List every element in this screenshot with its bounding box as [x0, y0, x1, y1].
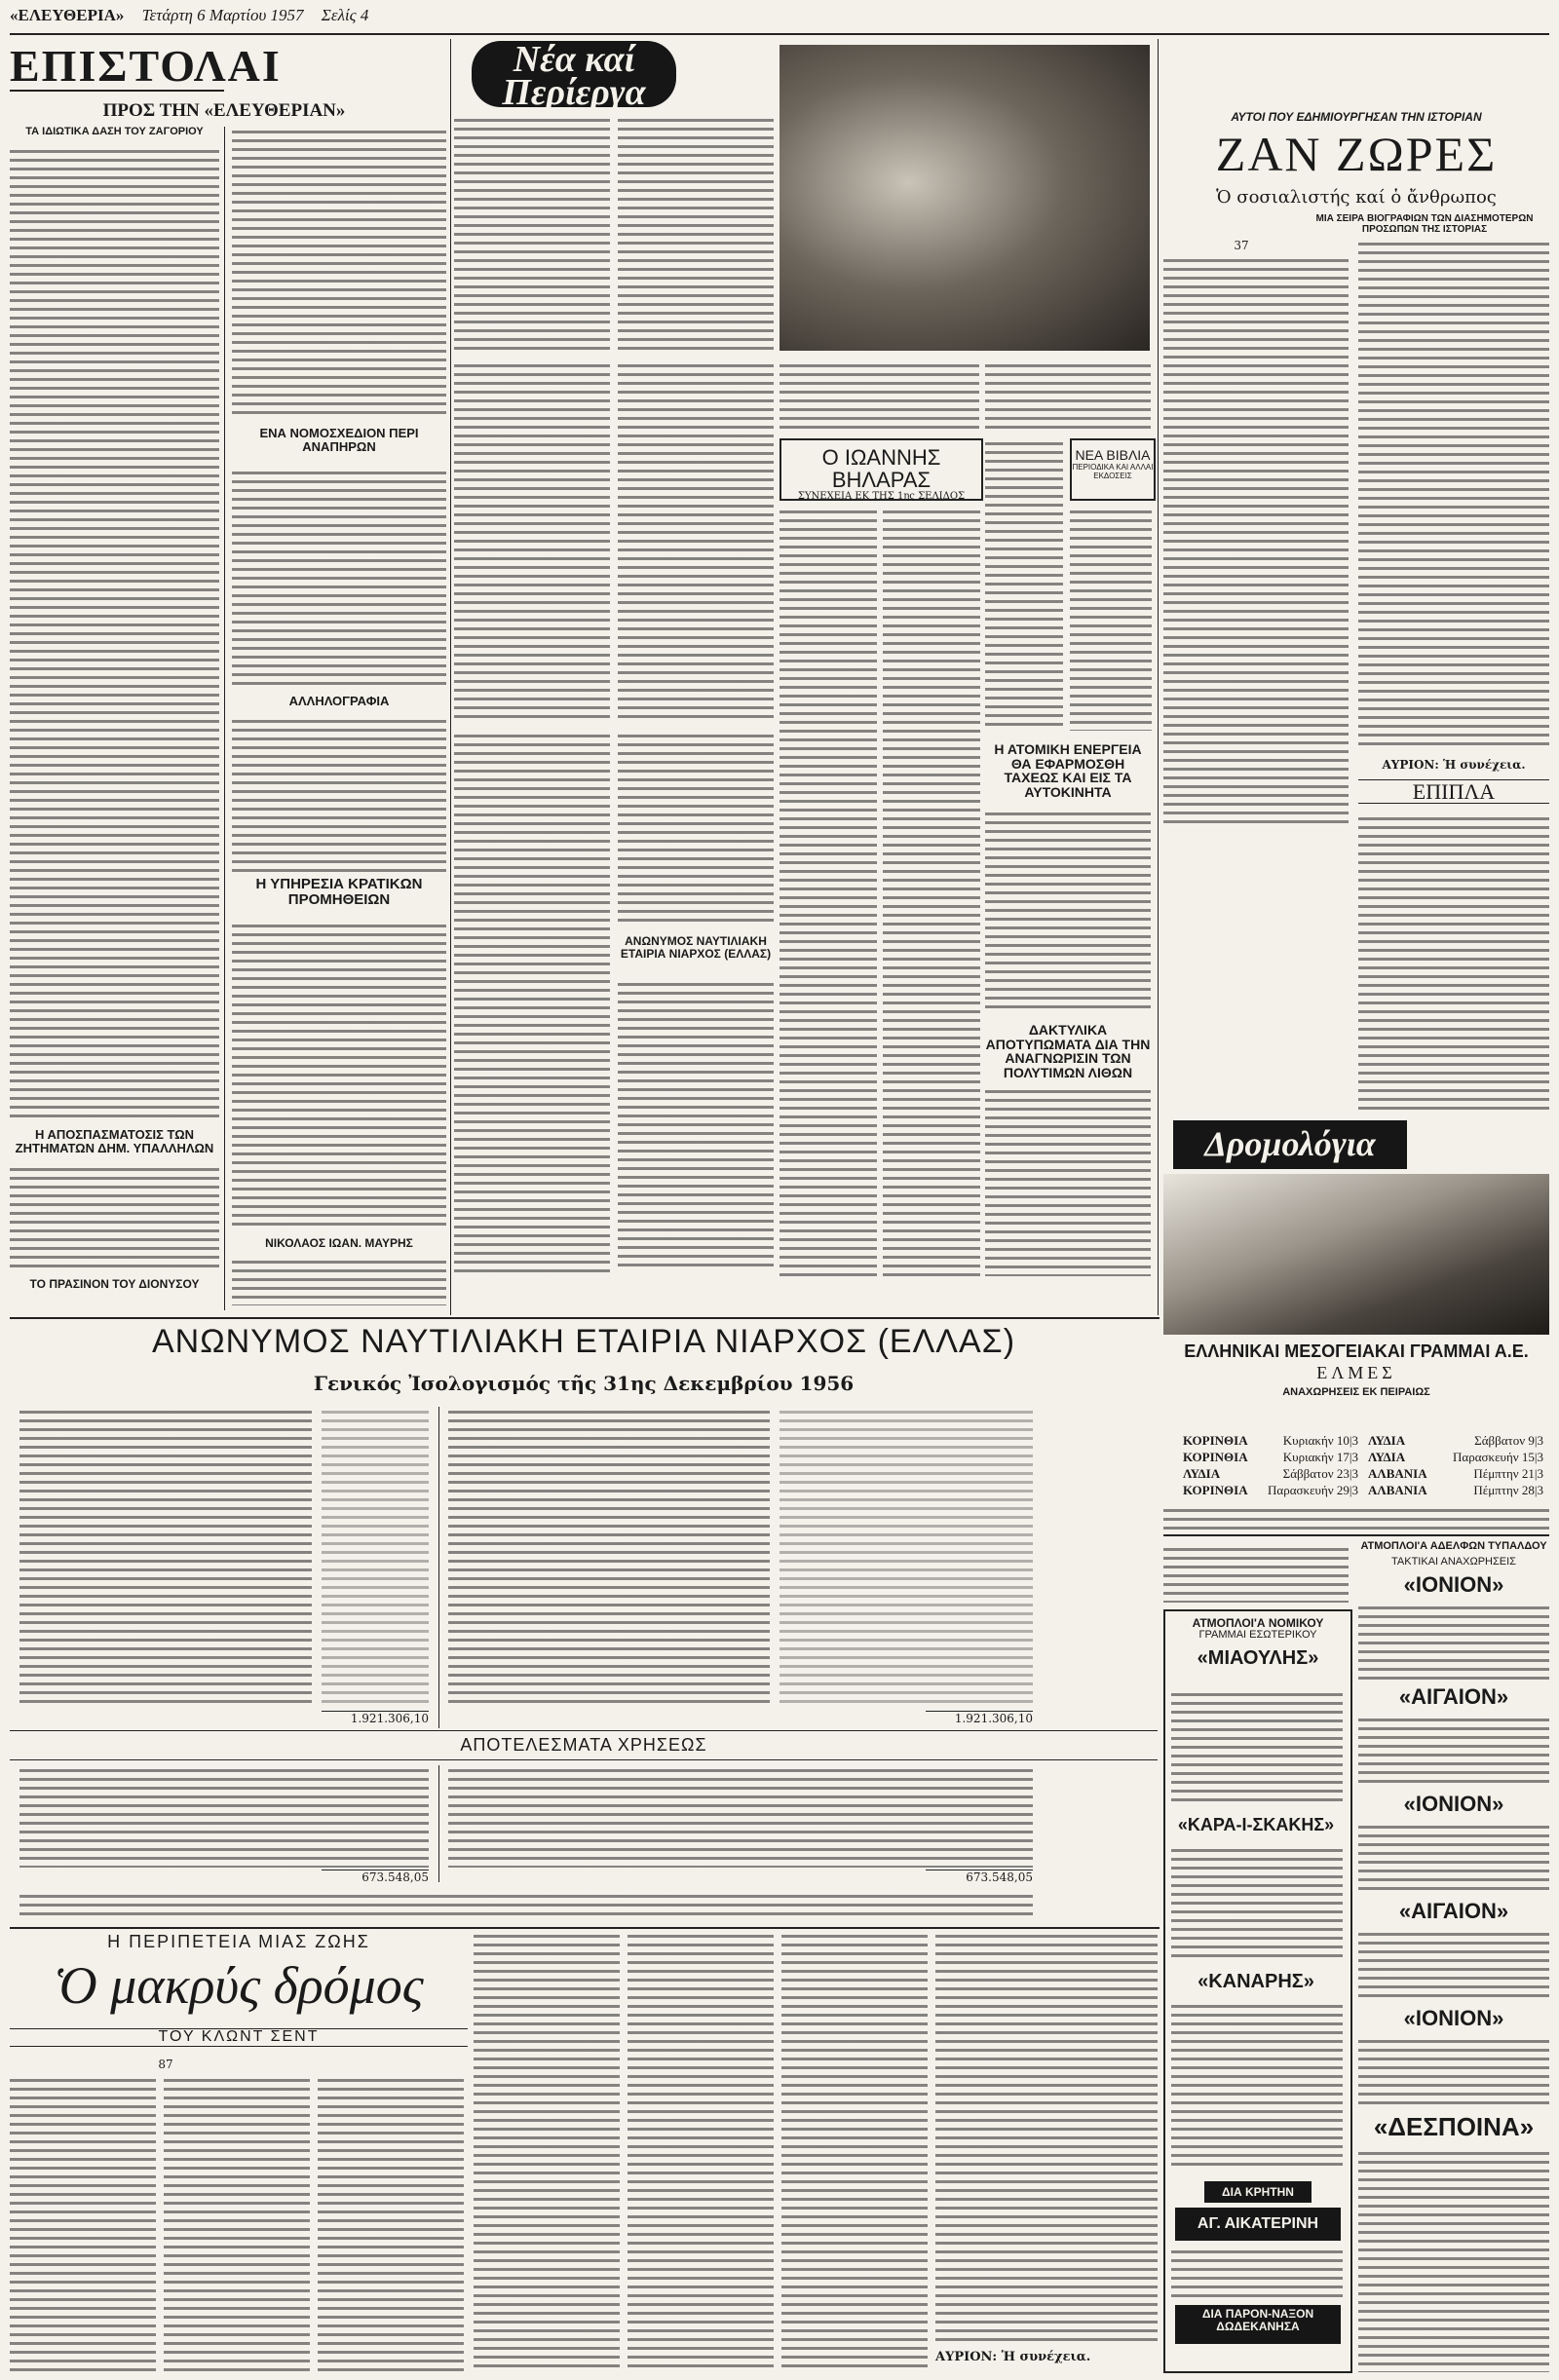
feature-col-4 [618, 360, 774, 721]
results-title: ΑΠΟΤΕΛΕΣΜΑΤΑ ΧΡΗΣΕΩΣ [460, 1735, 707, 1755]
results-left [19, 1765, 429, 1868]
jaures-continued: ΑΥΡΙΟΝ: Ἡ συνέχεια. [1382, 758, 1526, 772]
route-row: ΚΟΡΙΝΘΙΑ Κυριακήν 17|3 [1183, 1450, 1358, 1464]
feature-photo [780, 45, 1150, 351]
center-col-b [618, 731, 774, 926]
paros-banner: ΔΙΑ ΠΑΡΟΝ-ΝΑΞΟΝ ΔΩΔΕΚΑΝΗΣΑ [1175, 2305, 1341, 2344]
hml-title: ΕΛΛΗΝΙΚΑΙ ΜΕΣΟΓΕΙΑΚΑΙ ΓΡΑΜΜΑΙ Α.Ε. [1184, 1341, 1529, 1361]
ship-ionion-2: «ΙΟΝΙΟΝ» [1403, 1792, 1504, 1816]
ship-text-1 [1358, 1603, 1549, 1681]
ship-photo [1163, 1174, 1549, 1335]
feature-title: Νέα καί Περίεργα [472, 41, 676, 107]
jaures-installment: 37 [1234, 239, 1249, 252]
balance-title: ΑΝΩΝΥΜΟΣ ΝΑΥΤΙΛΙΑΚΗ ΕΤΑΙΡΙΑ ΝΙΑΡΧΟΣ (ΕΛΛΑΣ) [151, 1323, 1016, 1360]
classifieds-col [1358, 813, 1549, 1115]
liabilities-col [448, 1407, 770, 1709]
photo-caption [780, 360, 979, 429]
fingerprints-headline: ΔΑΚΤΥΛΙΚΑ ΑΠΟΤΥΠΩΜΑΤΑ ΔΙΑ ΤΗΝ ΑΝΑΓΝΩΡΙΣΙΝ ΤΩΝ ΠΟΛΥΤΙΜΩΝ ΛΙΘΩΝ [985, 1022, 1151, 1081]
route-row: ΚΟΡΙΝΘΙΑ Κυριακήν 10|3 [1183, 1433, 1358, 1448]
letters-col-2 [232, 127, 446, 1310]
page-number: Σελίς 4 [321, 6, 369, 24]
jaures-kicker: ΑΥΤΟΙ ΠΟΥ ΕΔΗΜΙΟΥΡΓΗΣΑΝ ΤΗΝ ΙΣΤΟΡΙΑΝ [1231, 110, 1482, 124]
results-total-left: 673.548,05 [322, 1870, 429, 1884]
serial-col-6 [781, 1931, 928, 2372]
ship-kanaris: «ΚΑΝΑΡΗΣ» [1198, 1971, 1314, 1992]
letters-section [10, 39, 448, 1315]
assets-col [19, 1407, 312, 1709]
nomikos-box [1163, 1609, 1352, 2373]
jaures-col-2 [1358, 239, 1549, 750]
dromologia-banner: Δρομολόγια [1173, 1120, 1407, 1169]
atomic-headline: Η ΑΤΟΜΙΚΗ ΕΝΕΡΓΕΙΑ ΘΑ ΕΦΑΡΜΟΣΘΗ ΤΑΧΕΩΣ ΚΑΙ ΕΙΣ ΤΑ ΑΥΤΟΚΙΝΗΤΑ [994, 741, 1142, 801]
serial-section [10, 1931, 1158, 2379]
serial-col-7 [935, 1931, 1158, 2345]
feature-col-2 [618, 115, 774, 354]
article-dionysos-headline: ΤΟ ΠΡΑΣΙΝΟΝ ΤΟΥ ΔΙΟΝΥΣΟΥ [10, 1278, 219, 1291]
right-section [1163, 39, 1549, 2377]
ship-text-6 [1358, 2148, 1549, 2372]
ship-text-2 [1358, 1715, 1549, 1788]
route-row: ΑΛΒΑΝΙΑ Πέμπτην 21|3 [1368, 1466, 1543, 1481]
route-row: ΛΥΔΙΑ Παρασκευήν 15|3 [1368, 1450, 1543, 1464]
balance-signatures [19, 1891, 1033, 1920]
nomikos-title: ΑΤΜΟΠΛΟΙ'Α ΝΟΜΙΚΟΥ [1192, 1616, 1324, 1630]
letters-col-1 [10, 127, 219, 1310]
assets-values [322, 1407, 429, 1709]
ekaterini-banner: ΑΓ. ΑΙΚΑΤΕΡΙΝΗ [1175, 2208, 1341, 2241]
jaures-col-1 [1163, 255, 1349, 825]
nomikos-sub: ΓΡΑΜΜΑΙ ΕΣΩΤΕΡΙΚΟΥ [1198, 1628, 1317, 1641]
center-col-b2 [618, 979, 774, 1271]
ioannis-sub: ΣΥΝΕΧΕΙΑ ΕΚ ΤΗΣ 1ης ΣΕΛΙΔΟΣ [797, 491, 966, 503]
issue-date: Τετάρτη 6 Μαρτίου 1957 [141, 6, 304, 24]
ypiresia-headline: Η ΥΠΗΡΕΣΙΑ ΚΡΑΤΙΚΩΝ ΠΡΟΜΗΘΕΙΩΝ [255, 876, 423, 908]
vilaras-right-col [985, 438, 1063, 731]
results-total-right: 673.548,05 [926, 1870, 1033, 1884]
ioannis-col-1 [780, 507, 877, 1276]
results-right [448, 1765, 1033, 1868]
crete-banner: ΔΙΑ ΚΡΗΤΗΝ [1204, 2181, 1312, 2203]
hml-contact [1163, 1505, 1549, 1530]
letters-subtitle: ΠΡΟΣ ΤΗΝ «ΕΛΕΥΘΕΡΙΑΝ» [102, 100, 346, 121]
ship-text-3 [1358, 1822, 1549, 1895]
allilografia-headline: ΑΛΛΗΛΟΓΡΑΦΙΑ [288, 694, 390, 708]
ship-ionion-1: «ΙΟΝΙΟΝ» [1403, 1572, 1504, 1597]
niarchos-small-headline: ΑΝΩΝΥΜΟΣ ΝΑΥΤΙΛΙΑΚΗ ΕΤΑΙΡΙΑ ΝΙΑΡΧΟΣ (ΕΛΛΑΣ) [620, 934, 772, 961]
atomic-col [985, 809, 1151, 1013]
balance-subtitle: Γενικός Ἰσολογισμός τῆς 31ης Δεκεμβρίου 1956 [313, 1372, 855, 1395]
serial-col-5 [627, 1931, 774, 2372]
serial-installment: 87 [158, 2058, 173, 2071]
ioannis-col-2 [883, 507, 980, 1276]
epipla-title: ΕΠΙΠΛΑ [1358, 779, 1549, 804]
hml-sub: ΕΛΜΕΣ [1316, 1363, 1396, 1382]
center-section [454, 39, 1156, 1315]
ship-ionion-3: «ΙΟΝΙΟΝ» [1403, 2006, 1504, 2030]
total-liabilities: 1.921.306,10 [926, 1711, 1033, 1725]
serial-kicker: Η ΠΕΡΙΠΕΤΕΙΑ ΜΙΑΣ ΖΩΗΣ [107, 1932, 370, 1951]
photo-caption-right [985, 360, 1151, 429]
jaures-series: ΜΙΑ ΣΕΙΡΑ ΒΙΟΓΡΑΦΙΩΝ ΤΩΝ ΔΙΑΣΗΜΟΤΕΡΩΝ ΠΡΟΣΩΠΩΝ ΤΗΣ ΙΣΤΟΡΙΑΣ [1315, 213, 1534, 235]
route-row: ΛΥΔΙΑ Σάββατον 23|3 [1183, 1466, 1358, 1481]
serial-col-2 [164, 2075, 310, 2372]
serial-continued: ΑΥΡΙΟΝ: Ἡ συνέχεια. [935, 2350, 1091, 2364]
ship-aigaion-2: «ΑΙΓΑΙΟΝ» [1398, 1899, 1509, 1923]
ship-text-4 [1358, 1929, 1549, 2002]
route-row: ΑΛΒΑΝΙΑ Πέμπτην 28|3 [1368, 1483, 1543, 1497]
route-row: ΛΥΔΙΑ Σάββατον 9|3 [1368, 1433, 1543, 1448]
article-dim-headline: Η ΑΠΟΣΠΑΣΜΑΤΟΣΙΣ ΤΩΝ ΖΗΤΗΜΑΤΩΝ ΔΗΜ. ΥΠΑΛΛΗΛΩΝ [10, 1128, 219, 1154]
total-assets: 1.921.306,10 [322, 1711, 429, 1725]
new-books-box [1070, 438, 1156, 501]
jaures-subtitle: Ὁ σοσιαλιστής καί ὁ ἄνθρωπος [1216, 187, 1497, 208]
serial-col-4 [474, 1931, 620, 2372]
tympaldos-sub: ΤΑΚΤΙΚΑΙ ΑΝΑΧΩΡΗΣΕΙΣ [1391, 1556, 1516, 1568]
ship-aigaion-1: «ΑΙΓΑΙΟΝ» [1398, 1684, 1509, 1709]
ioannis-box [780, 438, 983, 501]
hml-departures: ΑΝΑΧΩΡΗΣΕΙΣ ΕΚ ΠΕΙΡΑΙΩΣ [1282, 1386, 1430, 1398]
ship-miaoulis: «ΜΙΑΟΥΛΗΣ» [1197, 1647, 1319, 1670]
ship-text-5 [1358, 2036, 1549, 2109]
anapiroi-headline: ΕΝΑ ΝΟΜΟΣΧΕΔΙΟΝ ΠΕΡΙ ΑΝΑΠΗΡΩΝ [259, 426, 419, 454]
serial-col-1 [10, 2075, 156, 2372]
ioannis-title: Ο ΙΩΑΝΝΗΣ ΒΗΛΑΡΑΣ [821, 445, 941, 493]
serial-author: ΤΟΥ ΚΛΩΝΤ ΣΕΝΤ [10, 2028, 468, 2047]
tympaldos-title: ΑΤΜΟΠΛΟΙ'Α ΑΔΕΛΦΩΝ ΤΥΠΑΛΔΟΥ [1360, 1540, 1547, 1552]
article-dasi-headline: ΤΑ ΙΔΙΩΤΙΚΑ ΔΑΣΗ ΤΟΥ ΖΑΓΟΡΙΟΥ [25, 127, 204, 137]
signature: ΝΙΚΟΛΑΟΣ ΙΩΑΝ. ΜΑΥΡΗΣ [265, 1236, 413, 1250]
feature-col-3 [454, 360, 610, 721]
ship-despoina: «ΔΕΣΠΟΙΝΑ» [1373, 2112, 1535, 2141]
ship-karaiskakis: «ΚΑΡΑ-Ι-ΣΚΑΚΗΣ» [1177, 1815, 1335, 1834]
serial-col-3 [318, 2075, 464, 2372]
routes-left [1183, 1432, 1358, 1498]
fingerprints-col [985, 1086, 1151, 1276]
route-row: ΚΟΡΙΝΘΙΑ Παρασκευήν 29|3 [1183, 1483, 1358, 1497]
new-books-col [1070, 507, 1152, 731]
liabilities-values [780, 1407, 1033, 1709]
serial-title: Ὁ μακρύς δρόμος [54, 1956, 424, 2015]
masthead-rule [10, 33, 1549, 35]
feature-col-1 [454, 115, 610, 354]
ads-mid-col [1163, 1544, 1349, 1603]
new-books-title: ΝΕΑ ΒΙΒΛΙΑ [1075, 447, 1151, 463]
balance-sheet [10, 1321, 1158, 1925]
routes-right [1368, 1432, 1543, 1498]
paper-name: «ΕΛΕΥΘΕΡΙΑ» [10, 6, 125, 24]
center-col-a [454, 731, 610, 1276]
letters-title: ΕΠΙΣΤΟΛΑΙ [10, 41, 282, 91]
new-books-sub: ΠΕΡΙΟΔΙΚΑ ΚΑΙ ΑΛΛΑΙ ΕΚΔΟΣΕΙΣ [1072, 462, 1154, 480]
jaures-title: ΖΑΝ ΖΩΡΕΣ [1215, 127, 1498, 181]
masthead [10, 6, 1549, 33]
